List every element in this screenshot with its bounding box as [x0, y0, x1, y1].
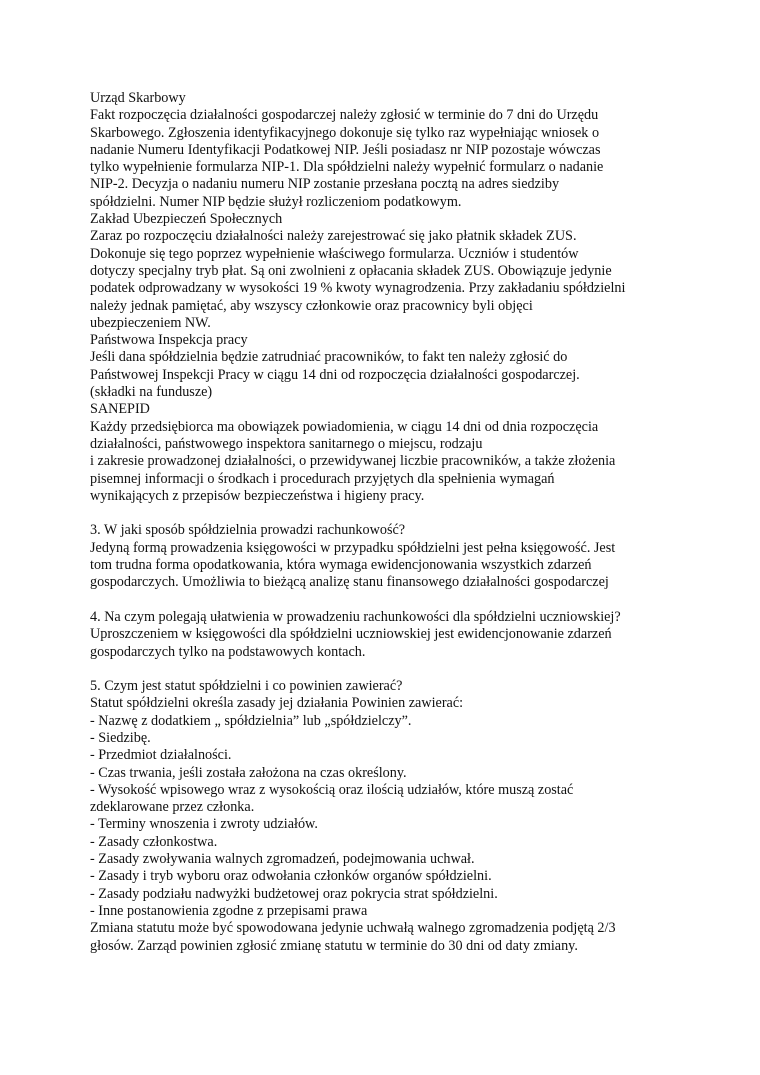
- text-line: Jedyną formą prowadzenia księgowości w przypadku spółdzielni jest pełna księgowość. Jest: [90, 539, 616, 556]
- list-item: - Zasady i tryb wyboru oraz odwołania członków organów spółdzielni.: [90, 868, 492, 885]
- list-item: - Zasady zwoływania walnych zgromadzeń, podejmowania uchwał.: [90, 851, 475, 868]
- question-4-heading: 4. Na czym polegają ułatwienia w prowadzeniu rachunkowości dla spółdzielni uczniowskiej?: [90, 608, 621, 625]
- text-line: nadanie Numeru Identyfikacji Podatkowej NIP. Jeśli posiadasz nr NIP pozostaje wówczas: [90, 141, 601, 158]
- list-item: - Czas trwania, jeśli została założona na czas określony.: [90, 764, 407, 781]
- text-line: głosów. Zarząd powinien zgłosić zmianę statutu w terminie do 30 dni od daty zmiany.: [90, 937, 578, 954]
- list-item: - Siedzibę.: [90, 729, 151, 746]
- text-line: Fakt rozpoczęcia działalności gospodarczej należy zgłosić w terminie do 7 dni do Urzędu: [90, 107, 599, 124]
- paragraph-gap: [90, 661, 730, 678]
- section-question-4: [90, 609, 730, 661]
- text-line: NIP-2. Decyzja o nadaniu numeru NIP zostanie przesłana pocztą na adres siedziby: [90, 176, 560, 193]
- text-line: dotyczy specjalny tryb płat. Są oni zwolnieni z opłacania składek ZUS. Obowiązuje jedynie: [90, 262, 612, 279]
- text-line: działalności, państwowego inspektora sanitarnego o miejscu, rodzaju: [90, 435, 483, 452]
- question-3-heading: 3. W jaki sposób spółdzielnia prowadzi rachunkowość?: [90, 522, 406, 539]
- paragraph-gap: [90, 505, 730, 522]
- paragraph-gap: [90, 592, 730, 609]
- text-line: Jeśli dana spółdzielnia będzie zatrudniać pracowników, to fakt ten należy zgłosić do: [90, 349, 568, 366]
- list-item-continuation: zdeklarowane przez członka.: [90, 799, 255, 816]
- question-5-heading: 5. Czym jest statut spółdzielni i co powinien zawierać?: [90, 678, 403, 695]
- text-line: tylko wypełnienie formularza NIP-1. Dla spółdzielni należy wypełnić formularz o nadanie: [90, 159, 604, 176]
- heading-labour-inspection: Państwowa Inspekcja pracy: [90, 332, 248, 349]
- text-line: pisemnej informacji o środkach i procedurach przyjętych dla spełnienia wymagań: [90, 470, 555, 487]
- text-line: Uproszczeniem w księgowości dla spółdzielni uczniowskiej jest ewidencjonowanie zdarzeń: [90, 626, 612, 643]
- list-item: - Inne postanowienia zgodne z przepisami prawa: [90, 902, 368, 919]
- heading-tax-office: Urząd Skarbowy: [90, 90, 186, 106]
- list-item: - Terminy wnoszenia i zwroty udziałów.: [90, 816, 318, 833]
- list-item: - Zasady podziału nadwyżki budżetowej oraz pokrycia strat spółdzielni.: [90, 885, 498, 902]
- list-item: - Nazwę z dodatkiem „ spółdzielnia” lub „spółdzielczy”.: [90, 712, 412, 729]
- text-line: wynikających z przepisów bezpieczeństwa i higieny pracy.: [90, 487, 425, 504]
- text-line: Statut spółdzielni określa zasady jej działania Powinien zawierać:: [90, 695, 464, 712]
- list-item: - Zasady członkostwa.: [90, 833, 218, 850]
- heading-sanepid: SANEPID: [90, 401, 150, 418]
- text-line: gospodarczych. Umożliwia to bieżącą analizę stanu finansowego działalności gospodarczej: [90, 574, 609, 591]
- text-line: (składki na fundusze): [90, 384, 213, 401]
- section-question-5: [90, 678, 730, 955]
- text-line: tom trudna forma opodatkowania, która wymaga ewidencjonowania wszystkich zdarzeń: [90, 557, 592, 574]
- list-item: - Przedmiot działalności.: [90, 747, 232, 764]
- text-line: Zaraz po rozpoczęciu działalności należy zarejestrować się jako płatnik składek ZUS.: [90, 228, 577, 245]
- text-line: należy jednak pamiętać, aby wszyscy członkowie oraz pracownicy byli objęci: [90, 297, 533, 314]
- text-line: Każdy przedsiębiorca ma obowiązek powiadomienia, w ciągu 14 dni od dnia rozpoczęcia: [90, 418, 599, 435]
- text-line: Skarbowego. Zgłoszenia identyfikacyjnego dokonuje się tylko raz wypełniając wniosek o: [90, 124, 600, 141]
- list-item: - Wysokość wpisowego wraz z wysokością oraz ilością udziałów, które muszą zostać: [90, 781, 574, 798]
- text-line: Zmiana statutu może być spowodowana jedynie uchwałą walnego zgromadzenia podjętą 2/3: [90, 920, 616, 937]
- heading-zus: Zakład Ubezpieczeń Społecznych: [90, 211, 283, 228]
- text-line: gospodarczych tylko na podstawowych kontach.: [90, 643, 366, 660]
- document-page: [90, 90, 730, 955]
- text-line: spółdzielni. Numer NIP będzie służył rozliczeniom podatkowym.: [90, 193, 462, 210]
- text-line: Państwowej Inspekcji Pracy w ciągu 14 dni od rozpoczęcia działalności gospodarczej.: [90, 366, 580, 383]
- section-question-3: [90, 522, 730, 591]
- text-line: i zakresie prowadzonej działalności, o przewidywanej liczbie pracowników, a także złożenia: [90, 453, 616, 470]
- text-line: podatek odprowadzany w wysokości 19 % kwoty wynagrodzenia. Przy zakładaniu spółdzielni: [90, 280, 626, 297]
- text-line: Dokonuje się tego poprzez wypełnienie właściwego formularza. Uczniów i studentów: [90, 245, 579, 262]
- text-line: ubezpieczeniem NW.: [90, 314, 211, 331]
- section-registration: [90, 90, 730, 505]
